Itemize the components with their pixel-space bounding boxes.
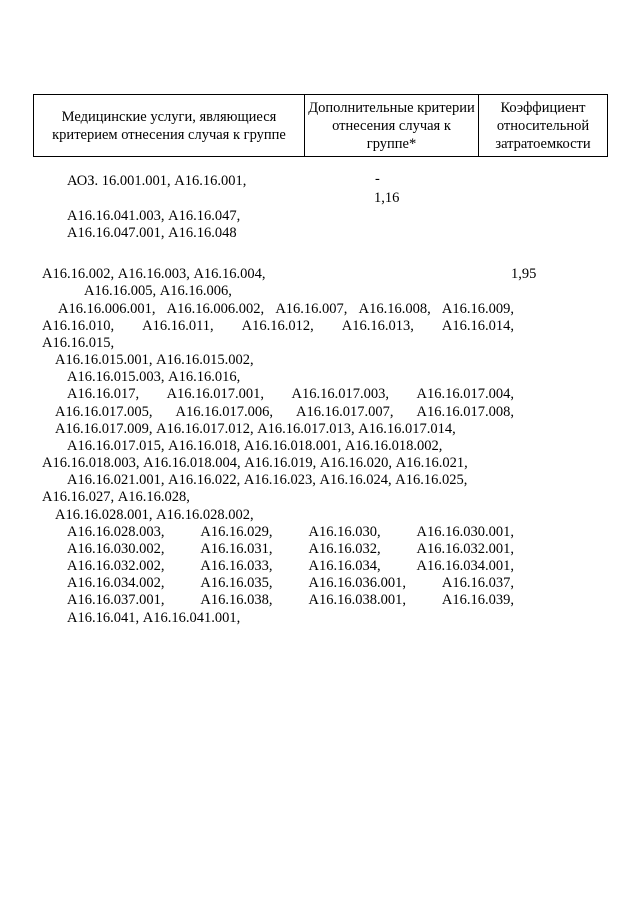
code-item: А16.16.029, (200, 524, 273, 540)
group2-codes-line16 (67, 524, 514, 540)
group2-codes-line21: А16.16.041, А16.16.041.001, (67, 610, 241, 626)
code-item: А16.16.008, (358, 301, 431, 317)
header-row (34, 95, 608, 157)
code-item: А16.16.032, (308, 541, 381, 557)
header-services: Медицинские услуги, являющиеся критерием отнесения случая к группе (34, 95, 305, 157)
group2-codes-line13: А16.16.021.001, А16.16.022, А16.16.023, А16.16.024, А16.16.025, (67, 472, 468, 488)
group2-codes-line17 (67, 541, 514, 557)
group2-codes-line19 (67, 575, 514, 591)
code-item: А16.16.035, (200, 575, 273, 591)
group2-codes-line2: А16.16.005, А16.16.006, (84, 283, 232, 299)
group1-codes-line2: А16.16.041.003, А16.16.047, (67, 208, 241, 224)
code-item: А16.16.017.007, (296, 404, 394, 420)
group2-codes-line12: А16.16.018.003, А16.16.018.004, А16.16.019, А16.16.020, А16.16.021, (42, 455, 468, 471)
group2-codes-line8 (67, 386, 514, 402)
group1-codes-line1: АОЗ. 16.001.001, А16.16.001, (67, 173, 247, 189)
code-item: А16.16.009, (441, 301, 514, 317)
code-item: А16.16.017.003, (291, 386, 390, 402)
group2-codes-line15: А16.16.028.001, А16.16.028.002, (55, 507, 254, 523)
code-item: А16.16.017.001, (166, 386, 265, 402)
group2-codes-line11: А16.16.017.015, А16.16.018, А16.16.018.001, А16.16.018.002, (67, 438, 443, 454)
group2-codes-line10: А16.16.017.009, А16.16.017.012, А16.16.017.013, А16.16.017.014, (55, 421, 456, 437)
group1-additional-criteria: - (375, 171, 380, 187)
code-item: А16.16.038.001, (308, 592, 406, 608)
group2-codes-line7: А16.16.015.003, А16.16.016, (67, 369, 241, 385)
code-item: А16.16.017.005, (55, 404, 153, 420)
table-header (33, 94, 608, 157)
group1-coefficient: 1,16 (374, 190, 400, 206)
group1-codes-line3: А16.16.047.001, А16.16.048 (67, 225, 237, 241)
group2-codes-line18 (67, 558, 514, 574)
group2-codes-line14: А16.16.027, А16.16.028, (42, 489, 190, 505)
code-item: А16.16.034.001, (416, 558, 514, 574)
code-item: А16.16.017, (67, 386, 140, 402)
code-item: А16.16.034, (308, 558, 381, 574)
code-item: А16.16.030, (308, 524, 381, 540)
group2-codes-line4 (42, 318, 514, 334)
code-item: А16.16.017.008, (416, 404, 514, 420)
code-item: А16.16.012, (241, 318, 314, 334)
code-item: А16.16.031, (200, 541, 273, 557)
code-item: А16.16.028.003, (67, 524, 165, 540)
code-item: А16.16.036.001, (308, 575, 406, 591)
code-item: А16.16.017.006, (175, 404, 273, 420)
code-item: А16.16.011, (142, 318, 214, 334)
header-coefficient: Коэффициент относительной затратоемкости (479, 95, 608, 157)
code-item: А16.16.033, (200, 558, 273, 574)
group2-codes-line5: А16.16.015, (42, 335, 115, 351)
code-item: А16.16.032.002, (67, 558, 165, 574)
code-item: А16.16.034.002, (67, 575, 165, 591)
code-item: А16.16.030.002, (67, 541, 165, 557)
code-item: А16.16.037, (441, 575, 514, 591)
code-item: А16.16.010, (42, 318, 115, 334)
group2-codes-line6: А16.16.015.001, А16.16.015.002, (55, 352, 254, 368)
code-item: А16.16.006.001, (58, 301, 156, 317)
header-additional-criteria: Дополнительные критерии отнесения случая к группе* (305, 95, 479, 157)
code-item: А16.16.007, (275, 301, 348, 317)
code-item: А16.16.038, (200, 592, 273, 608)
code-item: А16.16.030.001, (416, 524, 514, 540)
code-item: А16.16.032.001, (416, 541, 514, 557)
group2-coefficient: 1,95 (511, 266, 537, 282)
group2-codes-line20 (67, 592, 514, 608)
group2-codes-line9 (55, 404, 514, 420)
code-item: А16.16.014, (441, 318, 514, 334)
code-item: А16.16.017.004, (416, 386, 514, 402)
code-item: А16.16.013, (341, 318, 414, 334)
code-item: А16.16.039, (441, 592, 514, 608)
group2-codes-line1: А16.16.002, А16.16.003, А16.16.004, (42, 266, 266, 282)
code-item: А16.16.037.001, (67, 592, 165, 608)
code-item: А16.16.006.002, (166, 301, 265, 317)
group2-codes-line3 (58, 301, 514, 317)
